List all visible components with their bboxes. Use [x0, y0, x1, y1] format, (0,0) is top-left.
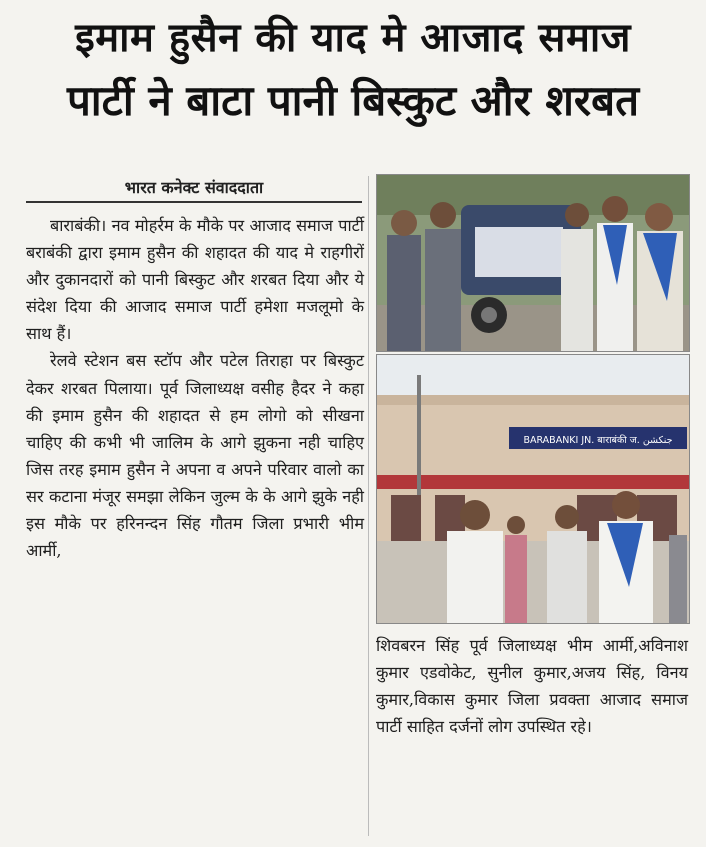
headline-line-2: पार्टी ने बाटा पानी बिस्कुट और शरबत — [66, 76, 640, 125]
photo-railway-station — [376, 354, 690, 624]
article-column-1 — [26, 212, 364, 564]
column-divider — [368, 176, 369, 836]
article-paragraph-1: बाराबंकी। नव मोहर्रम के मौके पर आजाद समाज पार्टी बराबंकी द्वारा इमाम हुसैन की शहादत की याद मे राहगीरों और दुकानदारों को पानी बिस्कुट और शरबत दिया और ये संदेश दिया की आजाद समाज पार्टी हमेशा मजलूमो के साथ हैं। — [26, 216, 364, 344]
headline-line-1: इमाम हुसैन की याद मे आजाद समाज — [75, 15, 631, 61]
photo-group-with-rickshaw — [376, 174, 690, 352]
station-sign: BARABANKI JN. बाराबंकी ज. جنکشن — [523, 435, 673, 446]
byline: भारत कनेक्ट संवाददाता — [26, 176, 362, 203]
article-column-2 — [376, 632, 688, 740]
article-paragraph-2: रेलवे स्टेशन बस स्टॉप और पटेल तिराहा पर बिस्कुट देकर शरबत पिलाया। पूर्व जिलाध्यक्ष वसीह हैदर ने कहा की इमाम हुसैन की शहादत से हम लोगो को सीखना चाहिए की कभी भी जालिम के आगे झुकना नही चाहिए जिस तरह इमाम हुसैन ने अपना व अपने परिवार वालो का सर कटाना मंजूर समझा लेकिन जुल्म के के आगे झुके नही इस मौके पर हरिनन्दन सिंह गौतम जिला प्रभारी भीम आर्मी, — [26, 351, 364, 561]
headline — [12, 10, 694, 130]
article-paragraph-3: शिवबरन सिंह पूर्व जिलाध्यक्ष भीम आर्मी,अविनाश कुमार एडवोकेट, सुनील कुमार,अजय सिंह, विनय कुमार,विकास कुमार जिला प्रवक्ता आजाद समाज पार्टी साहित दर्जनों लोग उपस्थित रहे। — [376, 636, 688, 737]
